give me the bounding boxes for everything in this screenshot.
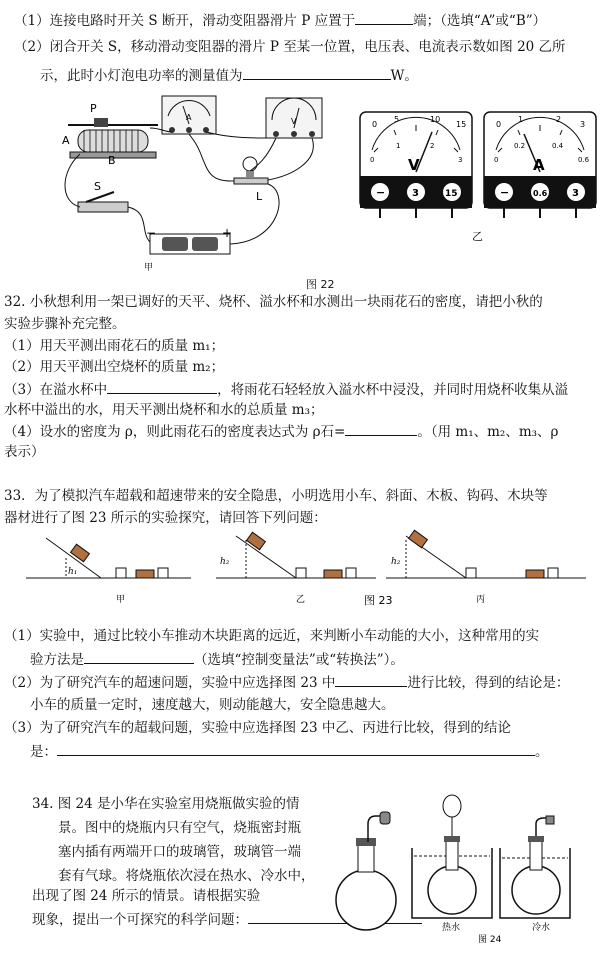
ammeter-device-symbol: A <box>186 113 192 122</box>
q32-blank-1[interactable] <box>107 379 217 394</box>
fig23-caption: 图 23 <box>364 594 393 607</box>
flask-in-air <box>336 812 396 930</box>
label-P: P <box>90 102 97 115</box>
ammeter <box>484 112 596 218</box>
q31-item1-text-a: （1）连接电路时开关 S 断开，滑动变阻器滑片 P 应置于 <box>14 13 356 29</box>
q31-item2-text-a: 示，此时小灯泡电功率的测量值为 <box>40 68 243 84</box>
q33-line2: 器材进行了图 23 所示的实验探究，请回答下列问题： <box>4 510 327 526</box>
ramp-setup-2 <box>216 532 376 578</box>
fig23-label-3: 丙 <box>476 595 486 605</box>
label-minus: − <box>146 226 157 240</box>
q33-q2-line2: 小车的质量一定时，速度越大，则动能越大，安全隐患越大。 <box>30 697 395 713</box>
height-label-2: h₂ <box>220 557 230 567</box>
a-term-0: − <box>500 186 510 199</box>
switch <box>78 192 128 212</box>
label-plus: + <box>222 226 233 240</box>
q32-line2: 实验步骤补充完整。 <box>4 316 126 332</box>
a-scale-top-3: 3 <box>580 120 586 129</box>
v-scale-top-1: 5 <box>394 115 400 124</box>
voltmeter-device-symbol: V <box>291 117 297 126</box>
q31-item2-line2 <box>40 65 418 86</box>
voltmeter-device <box>266 98 322 138</box>
q32-step4-text-b: 。（用 m₁、m₂、m₃、ρ <box>417 424 559 440</box>
q33-q1-text-a: 验方法是 <box>30 652 84 668</box>
q33-q2-line1 <box>4 672 569 693</box>
q33-q3-text-a: 是： <box>30 744 57 760</box>
a-scale-top-0: 0 <box>496 120 502 129</box>
beaker-cold-water <box>500 816 570 918</box>
a-scale-bot-3: 0.6 <box>578 156 590 164</box>
fig22-right-label: 乙 <box>472 230 483 243</box>
ramp-figure <box>6 530 596 610</box>
v-scale-bot-0: 0 <box>370 156 375 164</box>
v-scale-bot-1: 1 <box>396 142 401 150</box>
q34-line5: 出现了图 24 所示的情景。请根据实验 <box>32 888 261 904</box>
v-scale-bot-3: 3 <box>458 156 463 164</box>
cold-water-label: 冷水 <box>532 923 551 933</box>
v-scale-top-3: 15 <box>456 120 467 129</box>
q33-line1: 33．为了模拟汽车超载和超速带来的安全隐患，小明选用小车、斜面、木板、钩码、木块等 <box>4 488 548 504</box>
v-scale-top-0: 0 <box>372 120 378 129</box>
q32-blank-2[interactable] <box>345 421 417 436</box>
meters-figure <box>360 112 600 227</box>
q34-line3: 塞内插有两端开口的玻璃管，玻璃管一端 <box>58 844 301 860</box>
q33-blank-3[interactable] <box>57 741 535 756</box>
q31-item1 <box>14 10 546 31</box>
q33-q1-line2 <box>30 649 404 670</box>
q32-step3-line2: 水杯中溢出的水，用天平测出烧杯和水的总质量 m₃； <box>4 402 324 418</box>
ramp-setup-1 <box>26 538 191 578</box>
a-scale-bot-1: 0.2 <box>514 142 526 150</box>
q33-q1-line1: （1）实验中，通过比较小车推动木块距离的远近，来判断小车动能的大小，这种常用的实 <box>4 628 540 644</box>
a-scale-bot-0: 0 <box>494 156 499 164</box>
height-label-3: h₂ <box>391 557 401 567</box>
q32-line1: 32. 小秋想利用一架已调好的天平、烧杯、溢水杯和水测出一块雨花石的密度，请把小秋的 <box>4 294 543 310</box>
label-L: L <box>256 190 263 203</box>
a-scale-top-1: 1 <box>518 115 524 124</box>
q32-step3-text-a: （3）在溢水杯中 <box>4 382 108 398</box>
beaker-hot-water <box>412 795 492 918</box>
rheostat <box>68 118 158 158</box>
q31-blank-2[interactable] <box>243 65 391 80</box>
a-scale-bot-2: 0.4 <box>552 142 564 150</box>
q33-blank-1[interactable] <box>84 649 194 664</box>
v-scale-top-2: 10 <box>430 115 441 124</box>
q33-q2-text-b: 进行比较，得到的结论是： <box>407 675 570 691</box>
q33-blank-2[interactable] <box>335 672 407 687</box>
ammeter-symbol: A <box>533 156 545 174</box>
fig24-caption: 图 24 <box>478 935 502 945</box>
q32-step4 <box>4 421 558 442</box>
a-scale-top-2: 2 <box>556 115 562 124</box>
v-scale-bot-2: 2 <box>430 142 435 150</box>
q32-step2: （2）用天平测出空烧杯的质量 m₂； <box>4 359 225 375</box>
q32-step1: （1）用天平测出雨花石的质量 m₁； <box>4 338 225 354</box>
fig22-caption: 图 22 <box>306 278 335 291</box>
q32-step3-text-b: ，将雨花石轻轻放入溢水杯中浸没，并同时用烧杯收集从溢 <box>217 382 569 398</box>
ramp-setup-3 <box>386 530 586 578</box>
q33-q3-line2 <box>30 741 549 762</box>
circuit-diagram <box>50 92 390 272</box>
v-term-1: 3 <box>412 188 419 199</box>
q32-step4-line2: 表示） <box>4 444 45 460</box>
q31-item1-text-b: 端；（选填“A”或“B”） <box>413 13 547 29</box>
battery <box>150 234 230 254</box>
q31-item2-line1: （2）闭合开关 S，移动滑动变阻器的滑片 P 至某一位置，电压表、电流表示数如图 20 乙所 <box>14 39 566 55</box>
voltmeter <box>360 112 472 218</box>
ammeter-device <box>162 96 216 134</box>
q34-line2: 景。图中的烧瓶内只有空气，烧瓶密封瓶 <box>58 820 301 836</box>
label-B: B <box>108 154 116 167</box>
q31-blank-1[interactable] <box>355 10 413 25</box>
fig23-label-1: 甲 <box>116 595 126 605</box>
flask-figure <box>336 790 572 950</box>
q33-q1-text-b: （选填“控制变量法”或“转换法”）。 <box>194 652 404 668</box>
label-A: A <box>62 134 70 147</box>
q34-line4: 套有气球。将烧瓶依次浸在热水、冷水中， <box>58 868 315 884</box>
v-term-0: − <box>376 186 386 199</box>
q33-q3-line1: （3）为了研究汽车的超载问题，实验中应选择图 23 中乙、丙进行比较，得到的结论 <box>4 720 511 736</box>
a-term-2: 3 <box>572 188 579 199</box>
q33-q2-text-a: （2）为了研究汽车的超速问题，实验中应选择图 23 中 <box>4 675 336 691</box>
q31-item2-text-b: W。 <box>390 68 418 84</box>
q34-line6-text: 现象，提出一个可探究的科学问题： <box>32 912 248 928</box>
q32-step4-text-a: （4）设水的密度为 ρ，则此雨花石的密度表达式为 ρ石= <box>4 424 346 440</box>
q33-q3-text-b: 。 <box>535 744 549 760</box>
q34-line1: 34. 图 24 是小华在实验室用烧瓶做实验的情 <box>32 796 300 812</box>
hot-water-label: 热水 <box>442 923 461 933</box>
voltmeter-symbol: V <box>408 156 420 174</box>
fig23-label-2: 乙 <box>296 595 306 605</box>
a-term-1: 0.6 <box>533 189 548 198</box>
height-label-1: h₁ <box>68 567 78 577</box>
q32-step3 <box>4 379 568 400</box>
label-S: S <box>94 180 101 193</box>
fig22-left-label: 甲 <box>144 263 154 273</box>
v-term-2: 15 <box>445 189 458 199</box>
